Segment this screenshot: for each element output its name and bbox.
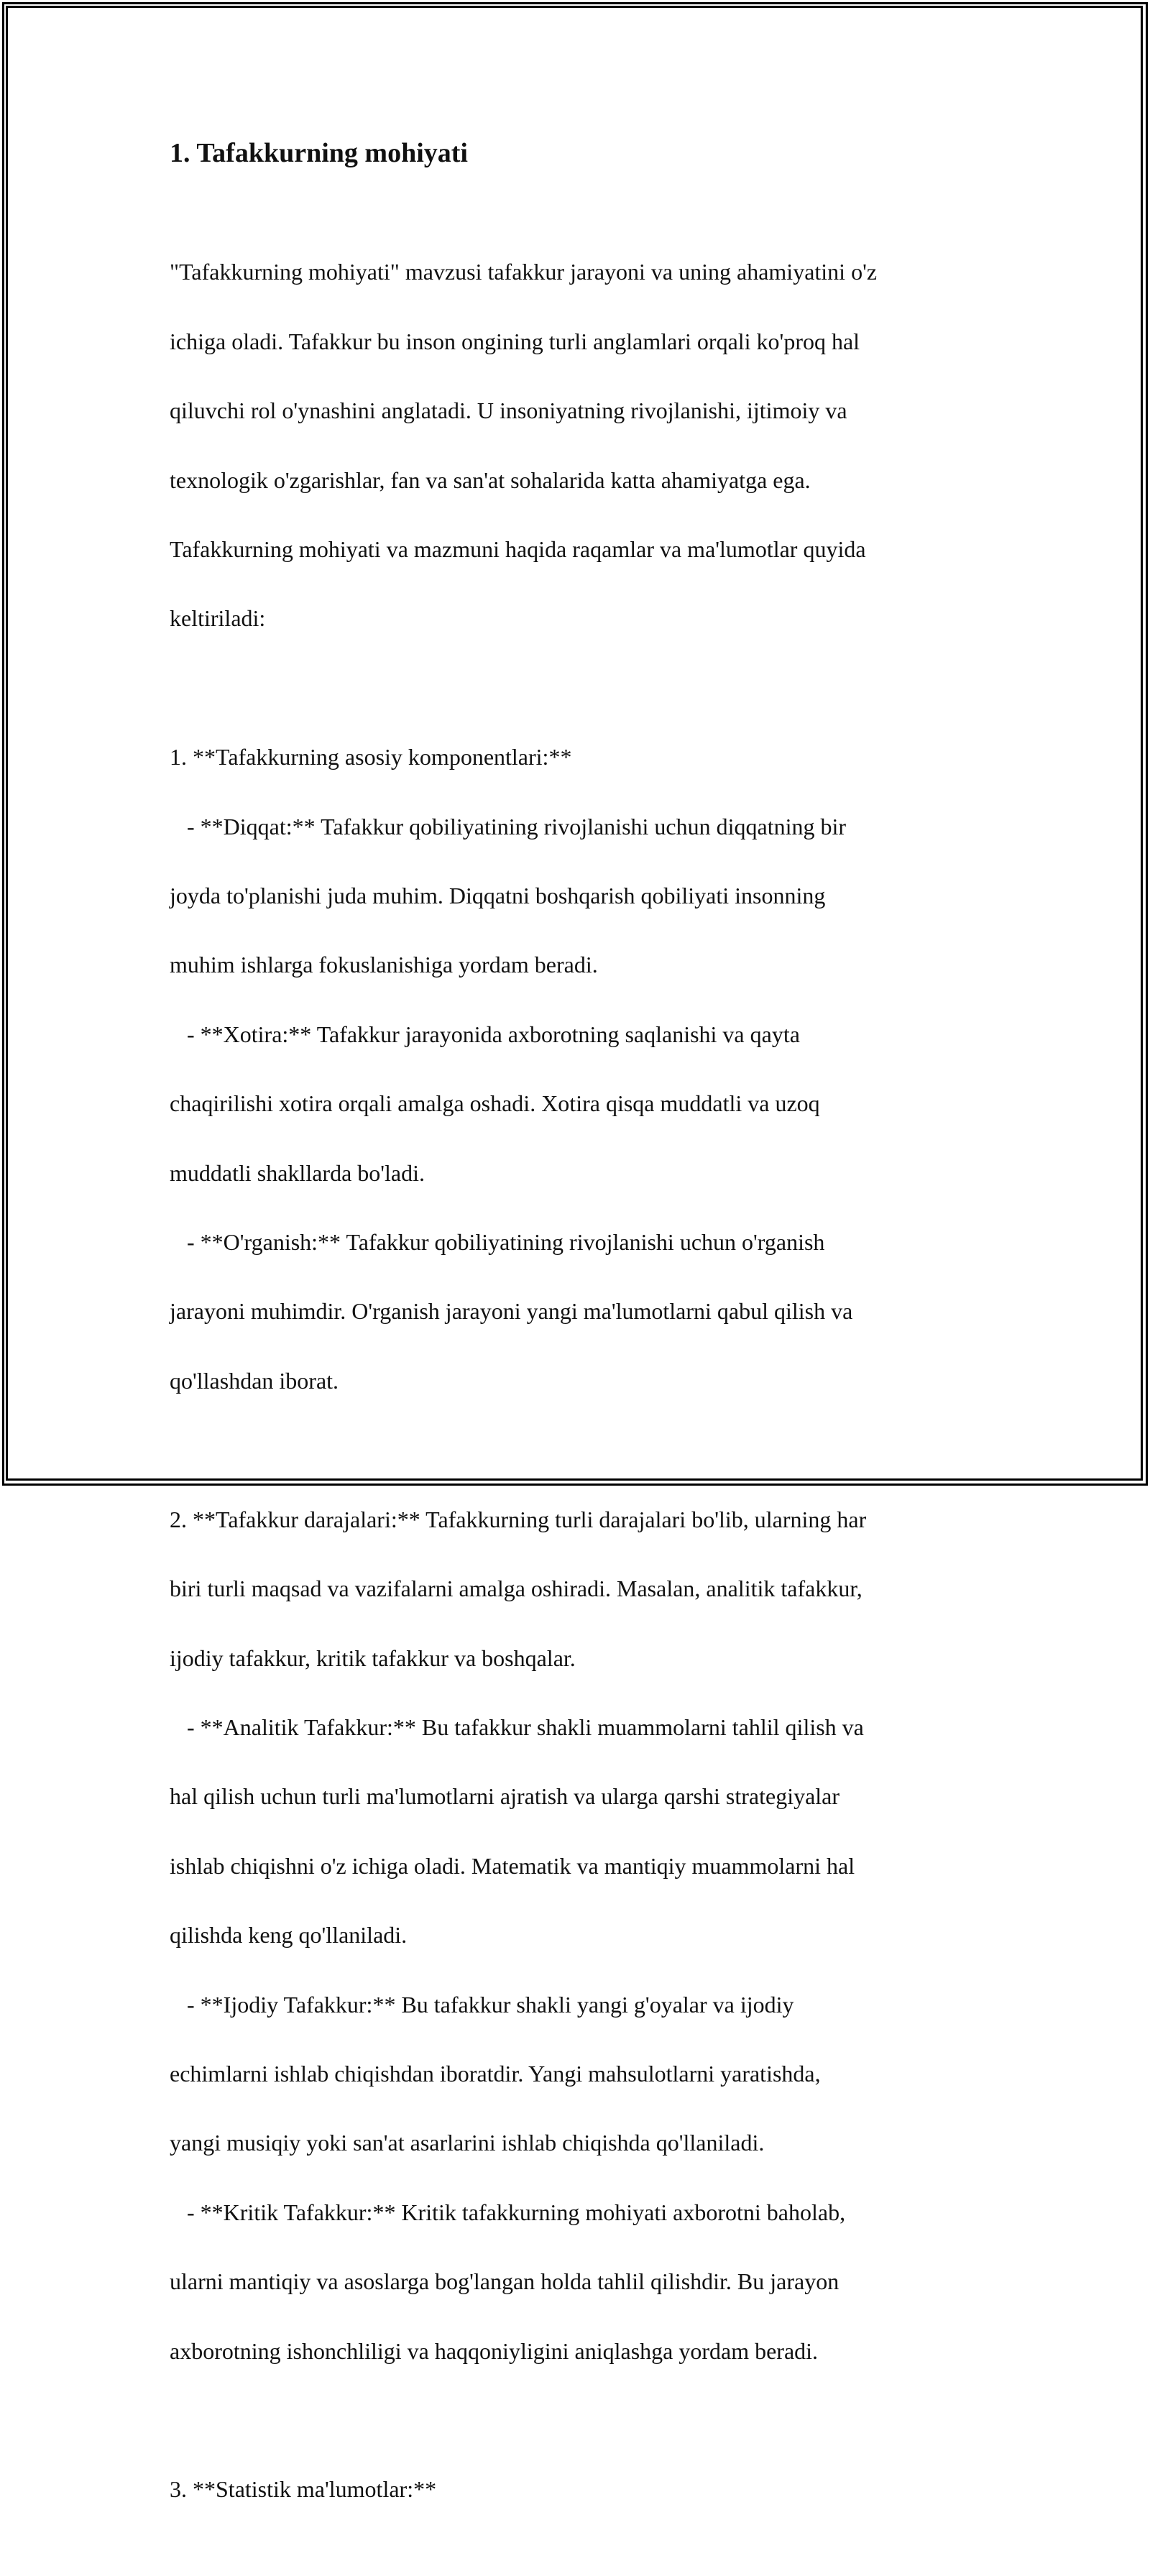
text-line: 2. **Tafakkur darajalari:** Tafakkurning turli darajalari bo'lib, ularning har bbox=[170, 1506, 867, 1532]
text-line: keltiriladi: bbox=[170, 605, 266, 632]
text-line: chaqirilishi xotira orqali amalga oshadi. Xotira qisqa muddatli va uzoq bbox=[170, 1090, 820, 1117]
text-line bbox=[170, 671, 996, 705]
text-line: - **Kritik Tafakkur:** Kritik tafakkurning mohiyati axborotni baholab, bbox=[170, 2199, 846, 2225]
text-line bbox=[170, 1432, 996, 1467]
text-line: muhim ishlarga fokuslanishiga yordam beradi. bbox=[170, 952, 598, 978]
text-line: - **Xotira:** Tafakkur jarayonida axborotning saqlanishi va qayta bbox=[170, 1021, 800, 1047]
text-line: "Tafakkurning mohiyati" mavzusi tafakkur jarayoni va uning ahamiyatini o'z bbox=[170, 259, 878, 285]
text-line: joyda to'planishi juda muhim. Diqqatni boshqarish qobiliyati insonning bbox=[170, 883, 826, 909]
text-line: - **Ijodiy Tafakkur:** Bu tafakkur shakli yangi g'oyalar va ijodiy bbox=[170, 1991, 794, 2018]
text-line: ichiga oladi. Tafakkur bu inson ongining turli anglamlari orqali ko'proq hal bbox=[170, 328, 860, 354]
text-line: jarayoni muhimdir. O'rganish jarayoni yangi ma'lumotlarni qabul qilish va bbox=[170, 1298, 853, 1325]
text-line: yangi musiqiy yoki san'at asarlarini ishlab chiqishda qo'llaniladi. bbox=[170, 2130, 765, 2156]
text-line: - **Diqqat:** Tafakkur qobiliyatining rivojlanishi uchun diqqatning bir bbox=[170, 813, 847, 840]
text-line: 3. **Statistik ma'lumotlar:** bbox=[170, 2476, 437, 2503]
text-line: - **Analitik Tafakkur:** Bu tafakkur shakli muammolarni tahlil qilish va bbox=[170, 1714, 864, 1740]
text-line: ularni mantiqiy va asoslarga bog'langan holda tahlil qilishdir. Bu jarayon bbox=[170, 2268, 840, 2295]
text-line: Tafakkurning mohiyati va mazmuni haqida raqamlar va ma'lumotlar quyida bbox=[170, 536, 866, 563]
document-title: 1. Tafakkurning mohiyati bbox=[170, 138, 468, 168]
text-line: muddatli shakllarda bo'ladi. bbox=[170, 1159, 426, 1186]
text-line: qilishda keng qo'llaniladi. bbox=[170, 1922, 408, 1949]
text-line: echimlarni ishlab chiqishdan iboratdir. Yangi mahsulotlarni yaratishda, bbox=[170, 2060, 821, 2087]
text-line: hal qilish uchun turli ma'lumotlarni ajratish va ularga qarshi strategiyalar bbox=[170, 1783, 840, 1810]
document-text bbox=[170, 185, 996, 2576]
text-line: ijodiy tafakkur, kritik tafakkur va boshqalar. bbox=[170, 1644, 576, 1671]
text-line: axborotning ishonchliligi va haqqoniyligini aniqlashga yordam beradi. bbox=[170, 2337, 819, 2364]
text-line: - **O'rganish:** Tafakkur qobiliyatining rivojlanishi uchun o'rganish bbox=[170, 1229, 825, 1256]
text-line: biri turli maqsad va vazifalarni amalga oshiradi. Masalan, analitik tafakkur, bbox=[170, 1576, 862, 1602]
text-line: qiluvchi rol o'ynashini anglatadi. U insoniyatning rivojlanishi, ijtimoiy va bbox=[170, 397, 847, 424]
text-line: texnologik o'zgarishlar, fan va san'at sohalarida katta ahamiyatga ega. bbox=[170, 466, 811, 493]
text-line bbox=[170, 2403, 996, 2437]
text-line: 1. **Tafakkurning asosiy komponentlari:** bbox=[170, 744, 572, 770]
text-line: ishlab chiqishni o'z ichiga oladi. Matematik va mantiqiy muammolarni hal bbox=[170, 1852, 855, 1879]
text-line: qo'llashdan iborat. bbox=[170, 1367, 339, 1394]
document-body bbox=[170, 134, 996, 2576]
